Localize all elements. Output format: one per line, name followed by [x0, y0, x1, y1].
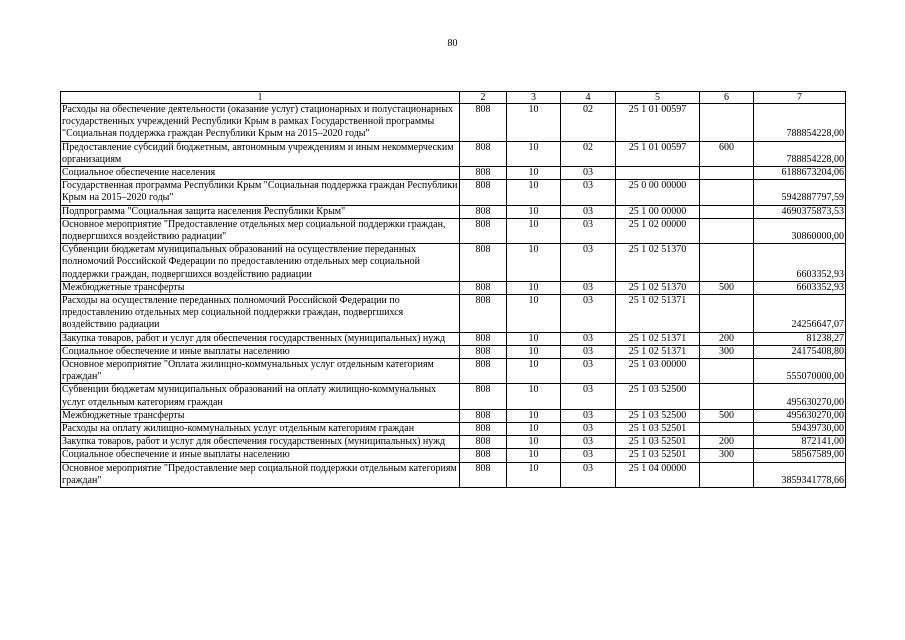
row-subsection-cell: 03 [561, 359, 616, 384]
header-col-4: 4 [561, 92, 616, 104]
row-target-article-cell: 25 1 03 52501 [616, 436, 700, 449]
row-section-cell: 10 [507, 281, 561, 294]
row-subsection-cell: 03 [561, 281, 616, 294]
table-row [61, 180, 846, 205]
row-section-cell: 10 [507, 449, 561, 462]
row-name-cell: Основное мероприятие "Оплата жилищно-коммунальных услуг отдельным категориям граждан" [61, 359, 460, 384]
row-name-cell: Межбюджетные трансферты [61, 281, 460, 294]
row-admin-code-cell: 808 [460, 409, 507, 422]
row-admin-code-cell: 808 [460, 462, 507, 487]
row-target-article-cell: 25 1 01 00597 [616, 104, 700, 142]
row-section-cell: 10 [507, 244, 561, 282]
row-amount-cell: 6603352,93 [754, 281, 846, 294]
row-subsection-cell: 03 [561, 218, 616, 243]
row-expense-type-cell [700, 244, 754, 282]
row-amount-cell: 24175408,80 [754, 345, 846, 358]
row-target-article-cell: 25 1 00 00000 [616, 205, 700, 218]
table-row [61, 281, 846, 294]
table-row [61, 141, 846, 166]
row-admin-code-cell: 808 [460, 345, 507, 358]
row-expense-type-cell [700, 167, 754, 180]
row-section-cell: 10 [507, 423, 561, 436]
row-name-cell: Расходы на оплату жилищно-коммунальных услуг отдельным категориям граждан [61, 423, 460, 436]
row-amount-cell: 24256647,07 [754, 295, 846, 333]
row-name-cell: Социальное обеспечение населения [61, 167, 460, 180]
header-row [61, 92, 846, 104]
table-row [61, 218, 846, 243]
row-section-cell: 10 [507, 462, 561, 487]
row-expense-type-cell [700, 218, 754, 243]
row-admin-code-cell: 808 [460, 384, 507, 409]
row-section-cell: 10 [507, 345, 561, 358]
row-amount-cell: 788854228,00 [754, 104, 846, 142]
row-expense-type-cell [700, 104, 754, 142]
row-admin-code-cell: 808 [460, 167, 507, 180]
header-col-2: 2 [460, 92, 507, 104]
row-expense-type-cell: 500 [700, 281, 754, 294]
row-expense-type-cell [700, 423, 754, 436]
row-name-cell: Закупка товаров, работ и услуг для обеспечения государственных (муниципальных) нужд [61, 332, 460, 345]
table-row [61, 332, 846, 345]
row-expense-type-cell: 300 [700, 345, 754, 358]
row-name-cell: Социальное обеспечение и иные выплаты населению [61, 345, 460, 358]
row-target-article-cell: 25 1 03 00000 [616, 359, 700, 384]
row-expense-type-cell [700, 180, 754, 205]
row-target-article-cell: 25 1 03 52501 [616, 423, 700, 436]
row-target-article-cell: 25 1 02 51371 [616, 332, 700, 345]
row-admin-code-cell: 808 [460, 449, 507, 462]
row-admin-code-cell: 808 [460, 180, 507, 205]
table-row [61, 359, 846, 384]
row-subsection-cell: 03 [561, 180, 616, 205]
row-admin-code-cell: 808 [460, 436, 507, 449]
row-admin-code-cell: 808 [460, 244, 507, 282]
row-subsection-cell: 03 [561, 436, 616, 449]
table-row [61, 167, 846, 180]
row-amount-cell: 555070000,00 [754, 359, 846, 384]
row-subsection-cell: 03 [561, 345, 616, 358]
row-subsection-cell: 03 [561, 205, 616, 218]
row-admin-code-cell: 808 [460, 359, 507, 384]
row-section-cell: 10 [507, 384, 561, 409]
row-section-cell: 10 [507, 295, 561, 333]
row-expense-type-cell [700, 359, 754, 384]
header-col-1: 1 [61, 92, 460, 104]
row-name-cell: Основное мероприятие "Предоставление отдельных мер социальной поддержки граждан, подвергшихся воздействию радиации" [61, 218, 460, 243]
row-target-article-cell: 25 0 00 00000 [616, 180, 700, 205]
row-expense-type-cell: 600 [700, 141, 754, 166]
row-section-cell: 10 [507, 359, 561, 384]
row-expense-type-cell [700, 295, 754, 333]
row-admin-code-cell: 808 [460, 104, 507, 142]
row-amount-cell: 788854228,00 [754, 141, 846, 166]
row-section-cell: 10 [507, 180, 561, 205]
row-section-cell: 10 [507, 436, 561, 449]
row-expense-type-cell: 200 [700, 436, 754, 449]
table-row [61, 436, 846, 449]
row-target-article-cell: 25 1 02 51370 [616, 244, 700, 282]
table-row [61, 205, 846, 218]
header-col-7: 7 [754, 92, 846, 104]
row-name-cell: Расходы на осуществление переданных полномочий Российской Федерации по предоставлению отдельных мер социальной поддержки граждан, подвергшихся воздействию радиации [61, 295, 460, 333]
header-col-6: 6 [700, 92, 754, 104]
row-amount-cell: 81238,27 [754, 332, 846, 345]
table-row [61, 423, 846, 436]
row-section-cell: 10 [507, 141, 561, 166]
row-subsection-cell: 03 [561, 332, 616, 345]
header-col-3: 3 [507, 92, 561, 104]
table-row [61, 449, 846, 462]
row-expense-type-cell: 300 [700, 449, 754, 462]
row-section-cell: 10 [507, 205, 561, 218]
table-body [61, 104, 846, 488]
table-row [61, 345, 846, 358]
row-amount-cell: 6188673204,06 [754, 167, 846, 180]
row-name-cell: Основное мероприятие "Предоставление мер социальной поддержки отдельным категориям граждан" [61, 462, 460, 487]
row-subsection-cell: 03 [561, 384, 616, 409]
row-subsection-cell: 02 [561, 104, 616, 142]
row-target-article-cell: 25 1 03 52500 [616, 409, 700, 422]
row-name-cell: Субвенции бюджетам муниципальных образований на оплату жилищно-коммунальных услуг отдельным категориям граждан [61, 384, 460, 409]
row-expense-type-cell [700, 462, 754, 487]
row-amount-cell: 58567589,00 [754, 449, 846, 462]
table-row [61, 462, 846, 487]
row-section-cell: 10 [507, 104, 561, 142]
row-amount-cell: 6603352,93 [754, 244, 846, 282]
row-admin-code-cell: 808 [460, 281, 507, 294]
row-amount-cell: 3859341778,66 [754, 462, 846, 487]
row-admin-code-cell: 808 [460, 141, 507, 166]
row-expense-type-cell: 200 [700, 332, 754, 345]
table-row [61, 295, 846, 333]
row-amount-cell: 4690375873,53 [754, 205, 846, 218]
row-name-cell: Закупка товаров, работ и услуг для обеспечения государственных (муниципальных) нужд [61, 436, 460, 449]
row-subsection-cell: 03 [561, 462, 616, 487]
row-target-article-cell [616, 167, 700, 180]
page-number: 80 [447, 38, 458, 49]
table-row [61, 244, 846, 282]
row-subsection-cell: 03 [561, 244, 616, 282]
row-subsection-cell: 03 [561, 167, 616, 180]
row-expense-type-cell: 500 [700, 409, 754, 422]
table-row [61, 104, 846, 142]
table-row [61, 409, 846, 422]
row-admin-code-cell: 808 [460, 295, 507, 333]
budget-table [60, 91, 846, 488]
row-section-cell: 10 [507, 218, 561, 243]
row-subsection-cell: 02 [561, 141, 616, 166]
row-name-cell: Предоставление субсидий бюджетным, автономным учреждениям и иным некоммерческим организациям [61, 141, 460, 166]
row-expense-type-cell [700, 384, 754, 409]
row-admin-code-cell: 808 [460, 205, 507, 218]
row-name-cell: Межбюджетные трансферты [61, 409, 460, 422]
header-col-5: 5 [616, 92, 700, 104]
row-target-article-cell: 25 1 01 00597 [616, 141, 700, 166]
row-subsection-cell: 03 [561, 295, 616, 333]
row-name-cell: Социальное обеспечение и иные выплаты населению [61, 449, 460, 462]
row-expense-type-cell [700, 205, 754, 218]
row-admin-code-cell: 808 [460, 423, 507, 436]
row-target-article-cell: 25 1 02 51370 [616, 281, 700, 294]
row-target-article-cell: 25 1 03 52500 [616, 384, 700, 409]
row-name-cell: Субвенции бюджетам муниципальных образований на осуществление переданных полномочий Российской Федерации по предоставлению отдельных мер социальной поддержки граждан, подвергшихся воздействию радиации [61, 244, 460, 282]
row-subsection-cell: 03 [561, 423, 616, 436]
row-target-article-cell: 25 1 02 51371 [616, 345, 700, 358]
row-admin-code-cell: 808 [460, 332, 507, 345]
row-target-article-cell: 25 1 03 52501 [616, 449, 700, 462]
row-section-cell: 10 [507, 332, 561, 345]
row-target-article-cell: 25 1 02 00000 [616, 218, 700, 243]
row-amount-cell: 30860000,00 [754, 218, 846, 243]
row-amount-cell: 495630270,00 [754, 384, 846, 409]
row-name-cell: Государственная программа Республики Крым "Социальная поддержка граждан Республики Крым на 2015–2020 годы" [61, 180, 460, 205]
row-target-article-cell: 25 1 04 00000 [616, 462, 700, 487]
row-amount-cell: 872141,00 [754, 436, 846, 449]
table-row [61, 384, 846, 409]
row-subsection-cell: 03 [561, 449, 616, 462]
row-target-article-cell: 25 1 02 51371 [616, 295, 700, 333]
row-name-cell: Подпрограмма "Социальная защита населения Республики Крым" [61, 205, 460, 218]
row-admin-code-cell: 808 [460, 218, 507, 243]
row-section-cell: 10 [507, 167, 561, 180]
row-amount-cell: 59439730,00 [754, 423, 846, 436]
row-subsection-cell: 03 [561, 409, 616, 422]
row-name-cell: Расходы на обеспечение деятельности (оказание услуг) стационарных и полустационарных государственных учреждений Республики Крым в рамках Государственной программы "Социальная поддержка граждан Республики Крым на 2015–2020 годы" [61, 104, 460, 142]
row-amount-cell: 5942887797,59 [754, 180, 846, 205]
row-amount-cell: 495630270,00 [754, 409, 846, 422]
row-section-cell: 10 [507, 409, 561, 422]
